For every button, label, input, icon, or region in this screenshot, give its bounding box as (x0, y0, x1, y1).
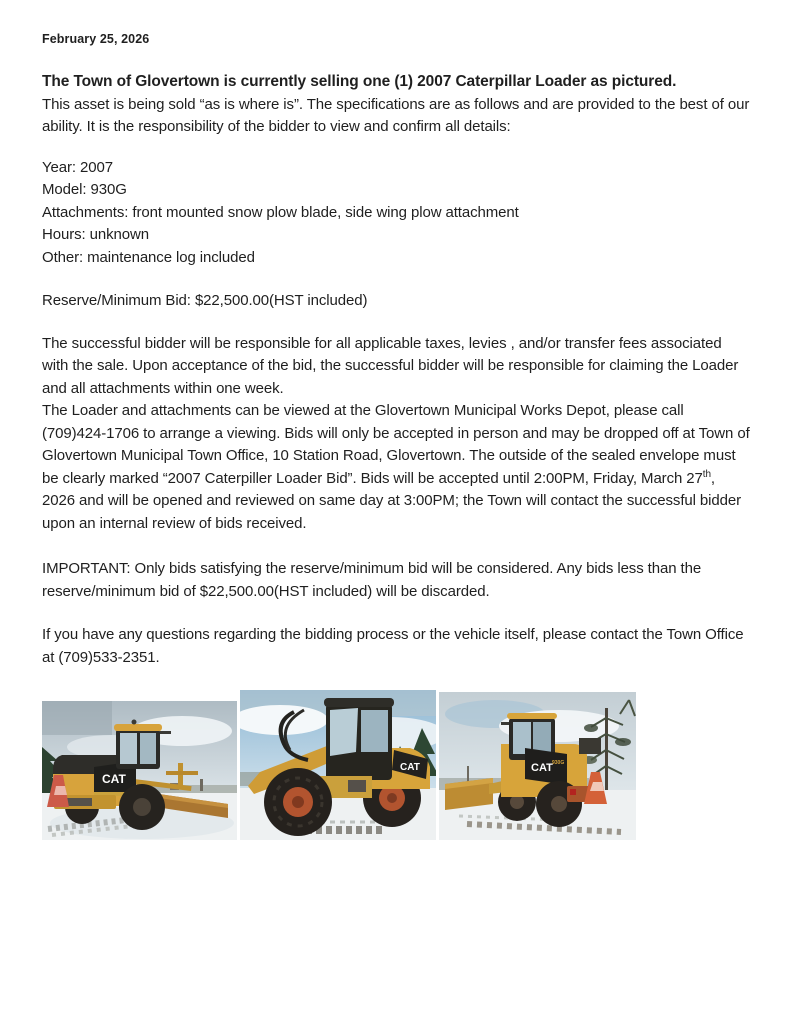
photo-row (42, 690, 750, 840)
terms-taxes-paragraph: The successful bidder will be responsible for all applicable taxes, levies , and/or transfer fees associated with the sale. Upon acceptance of the bid, the successful bidder will be responsible for claiming the Loader and all attachments within one week. (42, 334, 739, 397)
ordinal-superscript: th (702, 468, 711, 480)
cat-logo-text: CAT (400, 762, 420, 773)
reserve-bid-line: Reserve/Minimum Bid: $22,500.00(HST included) (42, 292, 368, 309)
questions-paragraph: If you have any questions regarding the bidding process or the vehicle itself, please contact the Town Office at (709)533-2351. (42, 626, 744, 666)
loader-rear-left-illustration (42, 701, 237, 840)
important-paragraph: IMPORTANT: Only bids satisfying the reserve/minimum bid will be considered. Any bids less than the reserve/minimum bid of $22,500.00(HST included) will be discarded. (42, 560, 702, 600)
spec-hours: Hours: unknown (42, 226, 149, 243)
model-badge-text: 930G (552, 760, 565, 766)
spec-model: Model: 930G (42, 181, 127, 198)
terms-section (42, 333, 750, 536)
terms-viewing-text-before: The Loader and attachments can be viewed at the Glovertown Municipal Works Depot, please call (709)424-1706 to arrange a viewing. Bids will only be accepted in person and may be dropped off at Town of Glovertown Municipal Town Office, 10 Station Road, Glovertown. The outside of the sealed envelope must be clearly marked “2007 Caterpiller Loader Bid”. Bids will be accepted until 2:00PM, Friday, March 27 (42, 402, 750, 487)
photo-loader-side (240, 690, 436, 840)
spec-other: Other: maintenance log included (42, 248, 255, 266)
terms-viewing-paragraph (42, 400, 750, 535)
document-date: February 25, 2026 (42, 32, 150, 46)
document-heading: The Town of Glovertown is currently selling one (1) 2007 Caterpillar Loader as pictured. (42, 73, 677, 90)
spec-attachments: Attachments: front mounted snow plow blade, side wing plow attachment (42, 203, 519, 221)
spec-list (42, 157, 750, 270)
photo-loader-rear-left (42, 701, 237, 840)
intro-paragraph: This asset is being sold “as is where is”. The specifications are as follows and are provided to the best of our ability. It is the responsibility of the bidder to view and confirm all details: (42, 95, 750, 135)
terms-viewing-text-after: , 2026 and will be opened and reviewed on same day at 3:00PM; the Town will contact the successful bidder upon an internal review of bids received. (42, 469, 742, 532)
loader-rear-right-illustration (439, 692, 636, 840)
cat-logo-text: CAT (102, 772, 126, 786)
loader-side-illustration (240, 690, 436, 840)
cat-logo-text: CAT (531, 762, 553, 774)
photo-loader-rear-right (439, 692, 636, 840)
spec-year: Year: 2007 (42, 158, 114, 176)
